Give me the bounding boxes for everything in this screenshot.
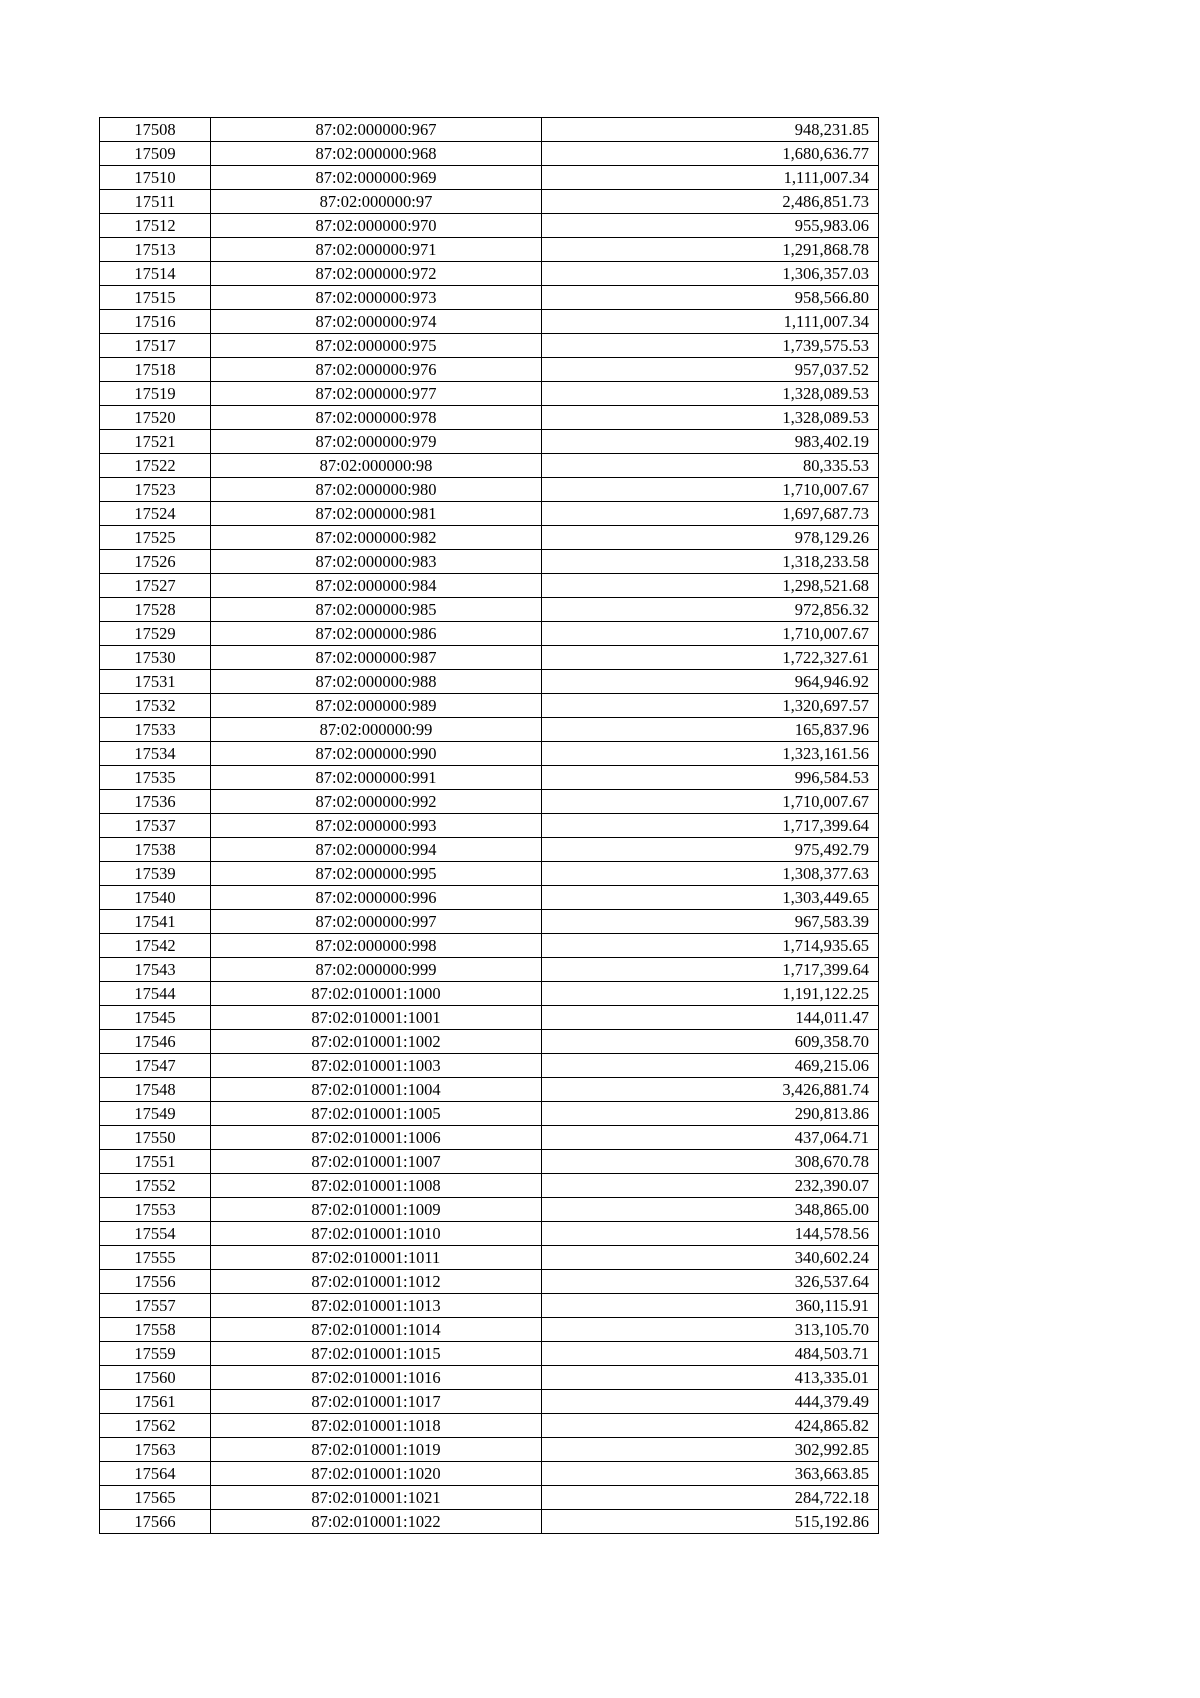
value-cell: 469,215.06 [542, 1054, 879, 1078]
table-row [100, 1102, 879, 1126]
row-number-cell: 17533 [100, 718, 211, 742]
value-cell: 348,865.00 [542, 1198, 879, 1222]
cadastral-number-cell: 87:02:000000:990 [211, 742, 542, 766]
cadastral-number-cell: 87:02:010001:1004 [211, 1078, 542, 1102]
table-row [100, 430, 879, 454]
table-row [100, 1462, 879, 1486]
row-number-cell: 17518 [100, 358, 211, 382]
value-cell: 484,503.71 [542, 1342, 879, 1366]
cadastral-number-cell: 87:02:010001:1005 [211, 1102, 542, 1126]
cadastral-number-cell: 87:02:010001:1011 [211, 1246, 542, 1270]
table-row [100, 118, 879, 142]
table-row [100, 1510, 879, 1534]
cadastral-number-cell: 87:02:000000:989 [211, 694, 542, 718]
table-row [100, 670, 879, 694]
cadastral-number-cell: 87:02:000000:974 [211, 310, 542, 334]
cadastral-number-cell: 87:02:000000:980 [211, 478, 542, 502]
row-number-cell: 17552 [100, 1174, 211, 1198]
cadastral-number-cell: 87:02:010001:1013 [211, 1294, 542, 1318]
value-cell: 948,231.85 [542, 118, 879, 142]
value-cell: 1,714,935.65 [542, 934, 879, 958]
row-number-cell: 17564 [100, 1462, 211, 1486]
value-cell: 967,583.39 [542, 910, 879, 934]
row-number-cell: 17523 [100, 478, 211, 502]
table-row [100, 262, 879, 286]
cadastral-number-cell: 87:02:000000:970 [211, 214, 542, 238]
row-number-cell: 17563 [100, 1438, 211, 1462]
cadastral-number-cell: 87:02:000000:982 [211, 526, 542, 550]
value-cell: 1,328,089.53 [542, 406, 879, 430]
cadastral-number-cell: 87:02:000000:977 [211, 382, 542, 406]
row-number-cell: 17551 [100, 1150, 211, 1174]
row-number-cell: 17556 [100, 1270, 211, 1294]
table-row [100, 1198, 879, 1222]
cadastral-number-cell: 87:02:000000:99 [211, 718, 542, 742]
table-row [100, 310, 879, 334]
cadastral-number-cell: 87:02:000000:973 [211, 286, 542, 310]
table-row [100, 886, 879, 910]
table-row [100, 286, 879, 310]
row-number-cell: 17545 [100, 1006, 211, 1030]
value-cell: 80,335.53 [542, 454, 879, 478]
table-row [100, 502, 879, 526]
table-row [100, 814, 879, 838]
row-number-cell: 17519 [100, 382, 211, 406]
table-row [100, 1150, 879, 1174]
value-cell: 308,670.78 [542, 1150, 879, 1174]
value-cell: 144,578.56 [542, 1222, 879, 1246]
value-cell: 302,992.85 [542, 1438, 879, 1462]
table-row [100, 646, 879, 670]
table-row [100, 406, 879, 430]
value-cell: 983,402.19 [542, 430, 879, 454]
table-row [100, 1366, 879, 1390]
value-cell: 413,335.01 [542, 1366, 879, 1390]
value-cell: 1,739,575.53 [542, 334, 879, 358]
row-number-cell: 17542 [100, 934, 211, 958]
row-number-cell: 17544 [100, 982, 211, 1006]
value-cell: 444,379.49 [542, 1390, 879, 1414]
value-cell: 1,306,357.03 [542, 262, 879, 286]
value-cell: 1,323,161.56 [542, 742, 879, 766]
row-number-cell: 17566 [100, 1510, 211, 1534]
table-row [100, 1342, 879, 1366]
row-number-cell: 17525 [100, 526, 211, 550]
row-number-cell: 17547 [100, 1054, 211, 1078]
cadastral-number-cell: 87:02:010001:1007 [211, 1150, 542, 1174]
row-number-cell: 17527 [100, 574, 211, 598]
value-cell: 1,717,399.64 [542, 814, 879, 838]
row-number-cell: 17549 [100, 1102, 211, 1126]
value-cell: 1,680,636.77 [542, 142, 879, 166]
row-number-cell: 17555 [100, 1246, 211, 1270]
table-row [100, 1438, 879, 1462]
row-number-cell: 17520 [100, 406, 211, 430]
cadastral-number-cell: 87:02:010001:1012 [211, 1270, 542, 1294]
row-number-cell: 17522 [100, 454, 211, 478]
value-cell: 290,813.86 [542, 1102, 879, 1126]
row-number-cell: 17509 [100, 142, 211, 166]
value-cell: 1,710,007.67 [542, 478, 879, 502]
cadastral-number-cell: 87:02:000000:979 [211, 430, 542, 454]
row-number-cell: 17524 [100, 502, 211, 526]
row-number-cell: 17565 [100, 1486, 211, 1510]
table-row [100, 1006, 879, 1030]
row-number-cell: 17513 [100, 238, 211, 262]
table-body [100, 118, 879, 1534]
row-number-cell: 17526 [100, 550, 211, 574]
value-cell: 1,111,007.34 [542, 310, 879, 334]
table-row [100, 358, 879, 382]
cadastral-number-cell: 87:02:000000:984 [211, 574, 542, 598]
value-cell: 3,426,881.74 [542, 1078, 879, 1102]
cadastral-number-cell: 87:02:010001:1000 [211, 982, 542, 1006]
row-number-cell: 17541 [100, 910, 211, 934]
value-cell: 144,011.47 [542, 1006, 879, 1030]
table-row [100, 382, 879, 406]
value-cell: 232,390.07 [542, 1174, 879, 1198]
value-cell: 1,298,521.68 [542, 574, 879, 598]
cadastral-number-cell: 87:02:010001:1014 [211, 1318, 542, 1342]
value-cell: 1,710,007.67 [542, 622, 879, 646]
value-cell: 424,865.82 [542, 1414, 879, 1438]
table-row [100, 334, 879, 358]
row-number-cell: 17536 [100, 790, 211, 814]
cadastral-number-cell: 87:02:000000:993 [211, 814, 542, 838]
row-number-cell: 17559 [100, 1342, 211, 1366]
cadastral-number-cell: 87:02:000000:981 [211, 502, 542, 526]
table-row [100, 790, 879, 814]
table-row [100, 166, 879, 190]
row-number-cell: 17535 [100, 766, 211, 790]
row-number-cell: 17514 [100, 262, 211, 286]
row-number-cell: 17561 [100, 1390, 211, 1414]
value-cell: 313,105.70 [542, 1318, 879, 1342]
row-number-cell: 17529 [100, 622, 211, 646]
table-row [100, 910, 879, 934]
data-table [99, 117, 879, 1534]
cadastral-number-cell: 87:02:000000:978 [211, 406, 542, 430]
row-number-cell: 17557 [100, 1294, 211, 1318]
cadastral-number-cell: 87:02:010001:1021 [211, 1486, 542, 1510]
table-row [100, 190, 879, 214]
table-row [100, 1294, 879, 1318]
cadastral-number-cell: 87:02:000000:986 [211, 622, 542, 646]
table-row [100, 1078, 879, 1102]
table-row [100, 1174, 879, 1198]
value-cell: 165,837.96 [542, 718, 879, 742]
row-number-cell: 17516 [100, 310, 211, 334]
row-number-cell: 17521 [100, 430, 211, 454]
value-cell: 1,697,687.73 [542, 502, 879, 526]
cadastral-number-cell: 87:02:010001:1006 [211, 1126, 542, 1150]
row-number-cell: 17558 [100, 1318, 211, 1342]
table-row [100, 622, 879, 646]
table-row [100, 958, 879, 982]
row-number-cell: 17548 [100, 1078, 211, 1102]
value-cell: 1,303,449.65 [542, 886, 879, 910]
value-cell: 1,722,327.61 [542, 646, 879, 670]
cadastral-number-cell: 87:02:010001:1020 [211, 1462, 542, 1486]
row-number-cell: 17532 [100, 694, 211, 718]
table-row [100, 1414, 879, 1438]
row-number-cell: 17550 [100, 1126, 211, 1150]
cadastral-number-cell: 87:02:000000:997 [211, 910, 542, 934]
value-cell: 996,584.53 [542, 766, 879, 790]
value-cell: 1,291,868.78 [542, 238, 879, 262]
value-cell: 1,328,089.53 [542, 382, 879, 406]
value-cell: 964,946.92 [542, 670, 879, 694]
cadastral-number-cell: 87:02:010001:1009 [211, 1198, 542, 1222]
table-row [100, 1318, 879, 1342]
cadastral-number-cell: 87:02:010001:1018 [211, 1414, 542, 1438]
row-number-cell: 17553 [100, 1198, 211, 1222]
cadastral-number-cell: 87:02:010001:1001 [211, 1006, 542, 1030]
row-number-cell: 17540 [100, 886, 211, 910]
value-cell: 284,722.18 [542, 1486, 879, 1510]
row-number-cell: 17539 [100, 862, 211, 886]
cadastral-number-cell: 87:02:000000:972 [211, 262, 542, 286]
row-number-cell: 17517 [100, 334, 211, 358]
cadastral-number-cell: 87:02:000000:967 [211, 118, 542, 142]
table-row [100, 1486, 879, 1510]
row-number-cell: 17562 [100, 1414, 211, 1438]
row-number-cell: 17528 [100, 598, 211, 622]
cadastral-number-cell: 87:02:010001:1002 [211, 1030, 542, 1054]
table-row [100, 1390, 879, 1414]
cadastral-number-cell: 87:02:010001:1015 [211, 1342, 542, 1366]
value-cell: 363,663.85 [542, 1462, 879, 1486]
value-cell: 1,191,122.25 [542, 982, 879, 1006]
row-number-cell: 17537 [100, 814, 211, 838]
cadastral-number-cell: 87:02:010001:1010 [211, 1222, 542, 1246]
cadastral-number-cell: 87:02:000000:998 [211, 934, 542, 958]
table-row [100, 838, 879, 862]
cadastral-number-cell: 87:02:010001:1022 [211, 1510, 542, 1534]
table-row [100, 478, 879, 502]
table-row [100, 1270, 879, 1294]
table-row [100, 766, 879, 790]
table-row [100, 574, 879, 598]
row-number-cell: 17543 [100, 958, 211, 982]
value-cell: 1,710,007.67 [542, 790, 879, 814]
table-row [100, 238, 879, 262]
cadastral-number-cell: 87:02:000000:988 [211, 670, 542, 694]
table-row [100, 1222, 879, 1246]
cadastral-number-cell: 87:02:000000:985 [211, 598, 542, 622]
row-number-cell: 17554 [100, 1222, 211, 1246]
value-cell: 975,492.79 [542, 838, 879, 862]
value-cell: 340,602.24 [542, 1246, 879, 1270]
value-cell: 958,566.80 [542, 286, 879, 310]
row-number-cell: 17511 [100, 190, 211, 214]
table-row [100, 1126, 879, 1150]
row-number-cell: 17530 [100, 646, 211, 670]
cadastral-number-cell: 87:02:000000:994 [211, 838, 542, 862]
row-number-cell: 17534 [100, 742, 211, 766]
value-cell: 1,308,377.63 [542, 862, 879, 886]
cadastral-number-cell: 87:02:010001:1008 [211, 1174, 542, 1198]
table-row [100, 550, 879, 574]
row-number-cell: 17546 [100, 1030, 211, 1054]
table-row [100, 694, 879, 718]
table-row [100, 454, 879, 478]
cadastral-number-cell: 87:02:000000:996 [211, 886, 542, 910]
cadastral-number-cell: 87:02:000000:971 [211, 238, 542, 262]
cadastral-number-cell: 87:02:000000:968 [211, 142, 542, 166]
cadastral-number-cell: 87:02:000000:969 [211, 166, 542, 190]
cadastral-number-cell: 87:02:010001:1019 [211, 1438, 542, 1462]
value-cell: 1,320,697.57 [542, 694, 879, 718]
row-number-cell: 17538 [100, 838, 211, 862]
cadastral-number-cell: 87:02:010001:1016 [211, 1366, 542, 1390]
value-cell: 360,115.91 [542, 1294, 879, 1318]
value-cell: 1,318,233.58 [542, 550, 879, 574]
value-cell: 1,111,007.34 [542, 166, 879, 190]
value-cell: 326,537.64 [542, 1270, 879, 1294]
row-number-cell: 17560 [100, 1366, 211, 1390]
cadastral-number-cell: 87:02:010001:1017 [211, 1390, 542, 1414]
row-number-cell: 17510 [100, 166, 211, 190]
cadastral-number-cell: 87:02:000000:97 [211, 190, 542, 214]
table-row [100, 982, 879, 1006]
cadastral-number-cell: 87:02:000000:995 [211, 862, 542, 886]
value-cell: 957,037.52 [542, 358, 879, 382]
table-row [100, 1246, 879, 1270]
value-cell: 978,129.26 [542, 526, 879, 550]
cadastral-number-cell: 87:02:000000:992 [211, 790, 542, 814]
cadastral-number-cell: 87:02:000000:976 [211, 358, 542, 382]
value-cell: 1,717,399.64 [542, 958, 879, 982]
table-row [100, 742, 879, 766]
row-number-cell: 17512 [100, 214, 211, 238]
value-cell: 955,983.06 [542, 214, 879, 238]
table-row [100, 526, 879, 550]
table-row [100, 214, 879, 238]
table-row [100, 1054, 879, 1078]
cadastral-number-cell: 87:02:010001:1003 [211, 1054, 542, 1078]
table-row [100, 862, 879, 886]
table-row [100, 1030, 879, 1054]
row-number-cell: 17515 [100, 286, 211, 310]
value-cell: 2,486,851.73 [542, 190, 879, 214]
value-cell: 609,358.70 [542, 1030, 879, 1054]
cadastral-number-cell: 87:02:000000:991 [211, 766, 542, 790]
cadastral-number-cell: 87:02:000000:999 [211, 958, 542, 982]
table-row [100, 142, 879, 166]
cadastral-number-cell: 87:02:000000:983 [211, 550, 542, 574]
value-cell: 972,856.32 [542, 598, 879, 622]
value-cell: 515,192.86 [542, 1510, 879, 1534]
cadastral-number-cell: 87:02:000000:975 [211, 334, 542, 358]
row-number-cell: 17531 [100, 670, 211, 694]
table-row [100, 718, 879, 742]
cadastral-number-cell: 87:02:000000:98 [211, 454, 542, 478]
cadastral-number-cell: 87:02:000000:987 [211, 646, 542, 670]
table-row [100, 598, 879, 622]
row-number-cell: 17508 [100, 118, 211, 142]
value-cell: 437,064.71 [542, 1126, 879, 1150]
table-row [100, 934, 879, 958]
